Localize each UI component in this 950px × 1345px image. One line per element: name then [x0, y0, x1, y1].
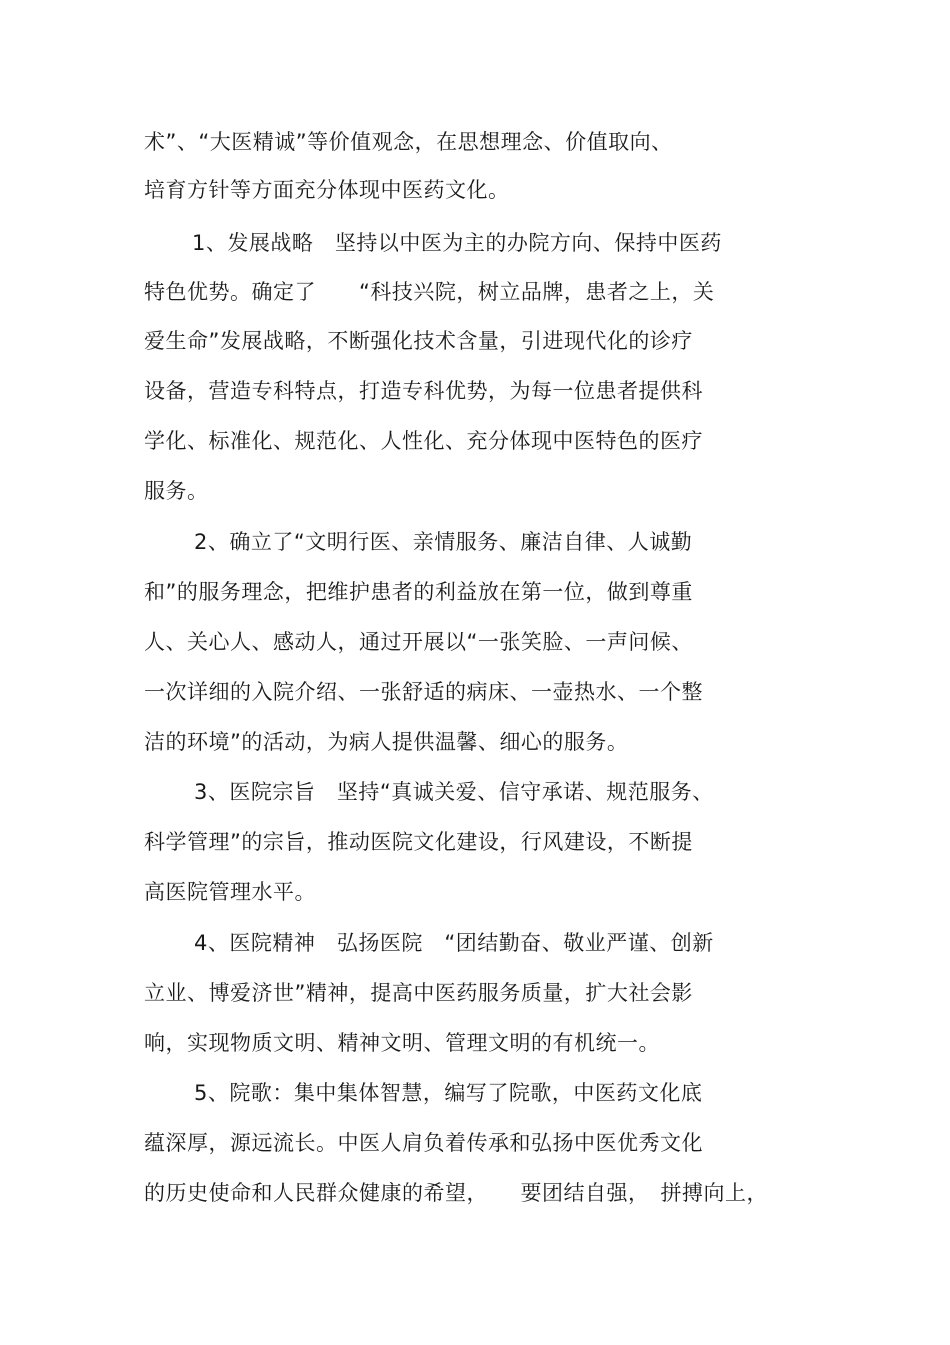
text-line: 洁的环境”的活动，为病人提供温馨、细心的服务。	[144, 730, 629, 754]
text-line: 人、关心人、感动人，通过开展以“一张笑脸、一声问候、	[144, 630, 693, 654]
text-line: 高医院管理水平。	[144, 880, 316, 904]
text-line: 的历史使命和人民群众健康的希望， 要团结自强， 拼搏向上，	[144, 1181, 768, 1205]
text-line: 5、院歌：集中集体智慧，编写了院歌，中医药文化底	[194, 1081, 703, 1105]
text-line: 一次详细的入院介绍、一张舒适的病床、一壶热水、一个整	[144, 680, 703, 704]
text-line: 1、发展战略 坚持以中医为主的办院方向、保持中医药	[192, 231, 722, 255]
text-line: 特色优势。确定了 “科技兴院，树立品牌，患者之上，关	[144, 280, 715, 304]
text-line: 蕴深厚，源远流长。中医人肩负着传承和弘扬中医优秀文化	[144, 1131, 703, 1155]
text-line: 响，实现物质文明、精神文明、管理文明的有机统一。	[144, 1031, 660, 1055]
text-line: 学化、标准化、规范化、人性化、充分体现中医特色的医疗	[144, 429, 703, 453]
text-line: 培育方针等方面充分体现中医药文化。	[144, 178, 510, 202]
text-line: 服务。	[144, 479, 209, 503]
text-line: 设备，营造专科特点，打造专科优势，为每一位患者提供科	[144, 379, 703, 403]
text-line: 和”的服务理念，把维护患者的利益放在第一位，做到尊重	[144, 580, 693, 604]
text-line: 爱生命”发展战略，不断强化技术含量，引进现代化的诊疗	[144, 329, 693, 353]
text-line: 术”、“大医精诚”等价值观念，在思想理念、价值取向、	[144, 130, 673, 154]
text-line: 3、医院宗旨 坚持“真诚关爱、信守承诺、规范服务、	[194, 780, 714, 804]
text-line: 4、医院精神 弘扬医院 “团结勤奋、敬业严谨、创新	[194, 931, 714, 955]
text-line: 科学管理”的宗旨，推动医院文化建设，行风建设，不断提	[144, 830, 693, 854]
text-line: 2、确立了“文明行医、亲情服务、廉洁自律、人诚勤	[194, 530, 693, 554]
text-line: 立业、博爱济世”精神，提高中医药服务质量，扩大社会影	[144, 981, 693, 1005]
